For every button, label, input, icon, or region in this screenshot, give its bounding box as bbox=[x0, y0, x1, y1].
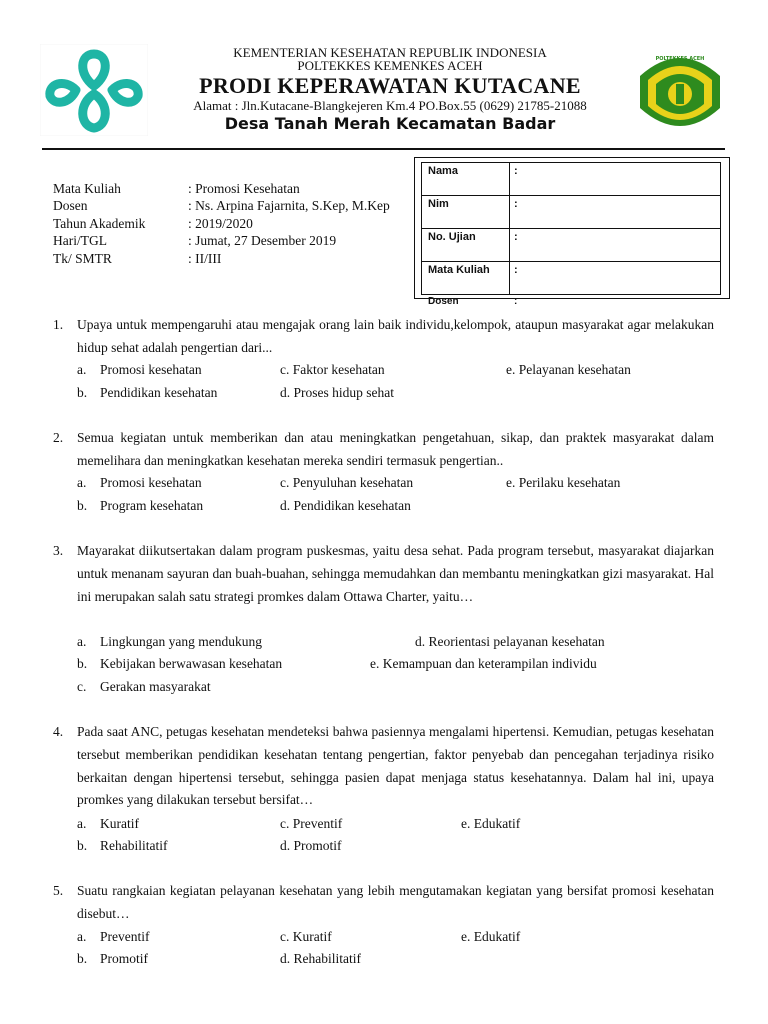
option-letter: d. bbox=[415, 634, 426, 649]
option[interactable] bbox=[280, 926, 332, 948]
question-text: Semua kegiatan untuk memberikan dan atau meningkatkan pengetahuan, sikap, dan praktek masyarakat dalam memelihara dan meningkatkan kesehatan mereka sendiri termasuk pengertian.. bbox=[77, 430, 714, 468]
option[interactable] bbox=[77, 676, 211, 698]
option-letter: b. bbox=[77, 951, 88, 966]
info-key: Dosen bbox=[53, 198, 88, 214]
question-number: 5. bbox=[53, 883, 64, 898]
option[interactable] bbox=[77, 813, 139, 835]
option[interactable] bbox=[280, 472, 413, 494]
option-letter: e. bbox=[506, 475, 516, 490]
option-text: Kemampuan dan keterampilan individu bbox=[382, 656, 597, 671]
option[interactable] bbox=[461, 926, 520, 948]
course-info bbox=[53, 180, 390, 267]
identity-row-nim[interactable] bbox=[422, 196, 720, 229]
kemenkes-logo bbox=[40, 44, 148, 136]
option-letter: c. bbox=[280, 362, 290, 377]
option-text: Penyuluhan kesehatan bbox=[292, 475, 414, 490]
info-value: : Jumat, 27 Desember 2019 bbox=[188, 233, 337, 249]
option[interactable] bbox=[506, 472, 620, 494]
info-row bbox=[53, 215, 390, 232]
option-letter: a. bbox=[77, 475, 87, 490]
option[interactable] bbox=[280, 359, 385, 381]
option[interactable] bbox=[280, 813, 342, 835]
option[interactable] bbox=[280, 495, 411, 517]
option[interactable] bbox=[415, 631, 605, 653]
info-key: Tahun Akademik bbox=[53, 215, 146, 231]
option-letter: d. bbox=[280, 385, 291, 400]
option-letter: a. bbox=[77, 362, 87, 377]
option-text: Pelayanan kesehatan bbox=[518, 362, 631, 377]
option-text: Reorientasi pelayanan kesehatan bbox=[428, 634, 605, 649]
identity-row-mata-kuliah[interactable] bbox=[422, 262, 720, 294]
option-letter: e. bbox=[370, 656, 380, 671]
address: Alamat : Jln.Kutacane-Blangkejeren Km.4 PO.Box.55 (0629) 21785-21088 bbox=[193, 98, 587, 113]
option-text: Promotif bbox=[293, 838, 342, 853]
logo-text: POLTEKKES ACEH bbox=[655, 56, 705, 62]
poltekkes-aceh-logo bbox=[632, 46, 728, 138]
question-text: Pada saat ANC, petugas kesehatan mendeteksi bahwa pasiennya mengalami hipertensi. Kemudian, petugas kesehatan tersebut memberikan pendidikan kesehatan tentang pengertian, faktor penyebab dan pencegahan terjadinya risiko berkaitan dengan hipertensi tersebut, sehingga pasien dapat menjaga status kesehatannya. Dalam hal ini, upaya promkes yang dilakukan tersebut bersifat… bbox=[77, 724, 714, 808]
option[interactable] bbox=[461, 813, 520, 835]
option[interactable] bbox=[370, 653, 597, 675]
header-divider bbox=[42, 148, 725, 150]
option-letter: b. bbox=[77, 838, 88, 853]
option-text: Kuratif bbox=[292, 929, 332, 944]
identity-field[interactable]: : bbox=[514, 231, 518, 243]
option-letter: d. bbox=[280, 498, 291, 513]
option-text: Kebijakan berwawasan kesehatan bbox=[100, 656, 283, 671]
option-letter: a. bbox=[77, 816, 87, 831]
option-text: Edukatif bbox=[473, 929, 521, 944]
identity-field[interactable]: : bbox=[514, 198, 518, 210]
option-text: Perilaku kesehatan bbox=[518, 475, 621, 490]
question-number: 1. bbox=[53, 317, 64, 332]
option-letter: b. bbox=[77, 385, 88, 400]
question-number: 4. bbox=[53, 724, 64, 739]
info-key: Tk/ SMTR bbox=[53, 250, 112, 266]
info-value: : Promosi Kesehatan bbox=[188, 181, 300, 196]
question-text: Upaya untuk mempengaruhi atau mengajak orang lain baik individu,kelompok, ataupun masyarakat agar melakukan hidup sehat adalah pengertian dari... bbox=[77, 317, 714, 355]
option-text: Program kesehatan bbox=[100, 498, 204, 513]
option[interactable] bbox=[280, 835, 342, 857]
option-text: Kuratif bbox=[100, 816, 139, 831]
info-key: Hari/TGL bbox=[53, 233, 107, 249]
question-number: 2. bbox=[53, 430, 64, 445]
option-text: Rehabilitatif bbox=[100, 838, 168, 853]
option[interactable] bbox=[77, 382, 217, 404]
option-text: Promotif bbox=[100, 951, 149, 966]
option-letter: d. bbox=[280, 838, 291, 853]
info-row bbox=[53, 232, 390, 249]
info-value: : 2019/2020 bbox=[188, 215, 253, 231]
page-title: PRODI KEPERAWATAN KUTACANE bbox=[199, 73, 581, 98]
identity-label: Nim bbox=[422, 196, 510, 228]
question-number: 3. bbox=[53, 543, 64, 558]
option-letter: a. bbox=[77, 634, 87, 649]
option[interactable] bbox=[77, 835, 167, 857]
option-letter: e. bbox=[506, 362, 516, 377]
option-letter: c. bbox=[280, 816, 290, 831]
option-text: Preventif bbox=[100, 929, 150, 944]
option-text: Promosi kesehatan bbox=[100, 475, 202, 490]
option[interactable] bbox=[77, 948, 148, 970]
identity-label: Mata Kuliah bbox=[422, 262, 510, 294]
identity-label: Nama bbox=[422, 163, 510, 195]
identity-row-no-ujian[interactable] bbox=[422, 229, 720, 262]
info-value: : Ns. Arpina Fajarnita, S.Kep, M.Kep bbox=[188, 198, 390, 214]
polytechnic-name: POLTEKKES KEMENKES ACEH bbox=[297, 58, 483, 73]
identity-label: No. Ujian bbox=[422, 229, 510, 261]
option-text: Promosi kesehatan bbox=[100, 362, 202, 377]
option-letter: d. bbox=[280, 951, 291, 966]
identity-field[interactable]: : bbox=[514, 165, 518, 177]
ministry-name: KEMENTERIAN KESEHATAN REPUBLIK INDONESIA bbox=[233, 45, 547, 60]
option-letter: e. bbox=[461, 816, 471, 831]
option[interactable] bbox=[77, 495, 203, 517]
identity-field[interactable]: : bbox=[514, 264, 518, 276]
question-text: Suatu rangkaian kegiatan pelayanan kesehatan yang lebih mengutamakan kegiatan yang bersifat promosi kesehatan disebut… bbox=[77, 883, 714, 921]
option-text: Faktor kesehatan bbox=[292, 362, 385, 377]
option-text: Edukatif bbox=[473, 816, 521, 831]
option[interactable] bbox=[280, 382, 394, 404]
option-text: Preventif bbox=[292, 816, 343, 831]
option-text: Pendidikan kesehatan bbox=[293, 498, 411, 513]
info-row bbox=[53, 180, 390, 197]
option-letter: b. bbox=[77, 656, 88, 671]
option[interactable] bbox=[77, 631, 262, 653]
identity-row-nama[interactable] bbox=[422, 163, 720, 196]
village-line: Desa Tanah Merah Kecamatan Badar bbox=[224, 114, 556, 133]
identity-row-dosen bbox=[428, 296, 518, 307]
identity-field: : bbox=[514, 296, 518, 307]
option-text: Rehabilitatif bbox=[293, 951, 361, 966]
option-letter: e. bbox=[461, 929, 471, 944]
option-letter: c. bbox=[280, 475, 290, 490]
info-value: : II/III bbox=[188, 250, 222, 266]
option[interactable] bbox=[77, 472, 202, 494]
question-text: Mayarakat diikutsertakan dalam program puskesmas, yaitu desa sehat. Pada program tersebut, masyarakat diajarkan untuk menanam sayuran dan buah-buahan, sehingga memudahkan dan membantu meningkatkan gizi masyarakat. Hal ini merupakan salah satu strategi promkes dalam Ottawa Charter, yaitu… bbox=[77, 543, 714, 604]
option-text: Lingkungan yang mendukung bbox=[100, 634, 262, 649]
option-text: Proses hidup sehat bbox=[293, 385, 394, 400]
option-letter: b. bbox=[77, 498, 88, 513]
option-letter: c. bbox=[77, 679, 87, 694]
option[interactable] bbox=[280, 948, 361, 970]
info-row bbox=[53, 250, 390, 267]
option[interactable] bbox=[506, 359, 631, 381]
option[interactable] bbox=[77, 926, 150, 948]
option-letter: a. bbox=[77, 929, 87, 944]
option-letter: c. bbox=[280, 929, 290, 944]
info-key: Mata Kuliah bbox=[53, 181, 121, 196]
option-text: Gerakan masyarakat bbox=[100, 679, 211, 694]
identity-box bbox=[421, 162, 721, 295]
identity-label: Dosen bbox=[428, 296, 459, 307]
option[interactable] bbox=[77, 653, 282, 675]
option-text: Pendidikan kesehatan bbox=[100, 385, 218, 400]
info-row bbox=[53, 197, 390, 214]
option[interactable] bbox=[77, 359, 202, 381]
